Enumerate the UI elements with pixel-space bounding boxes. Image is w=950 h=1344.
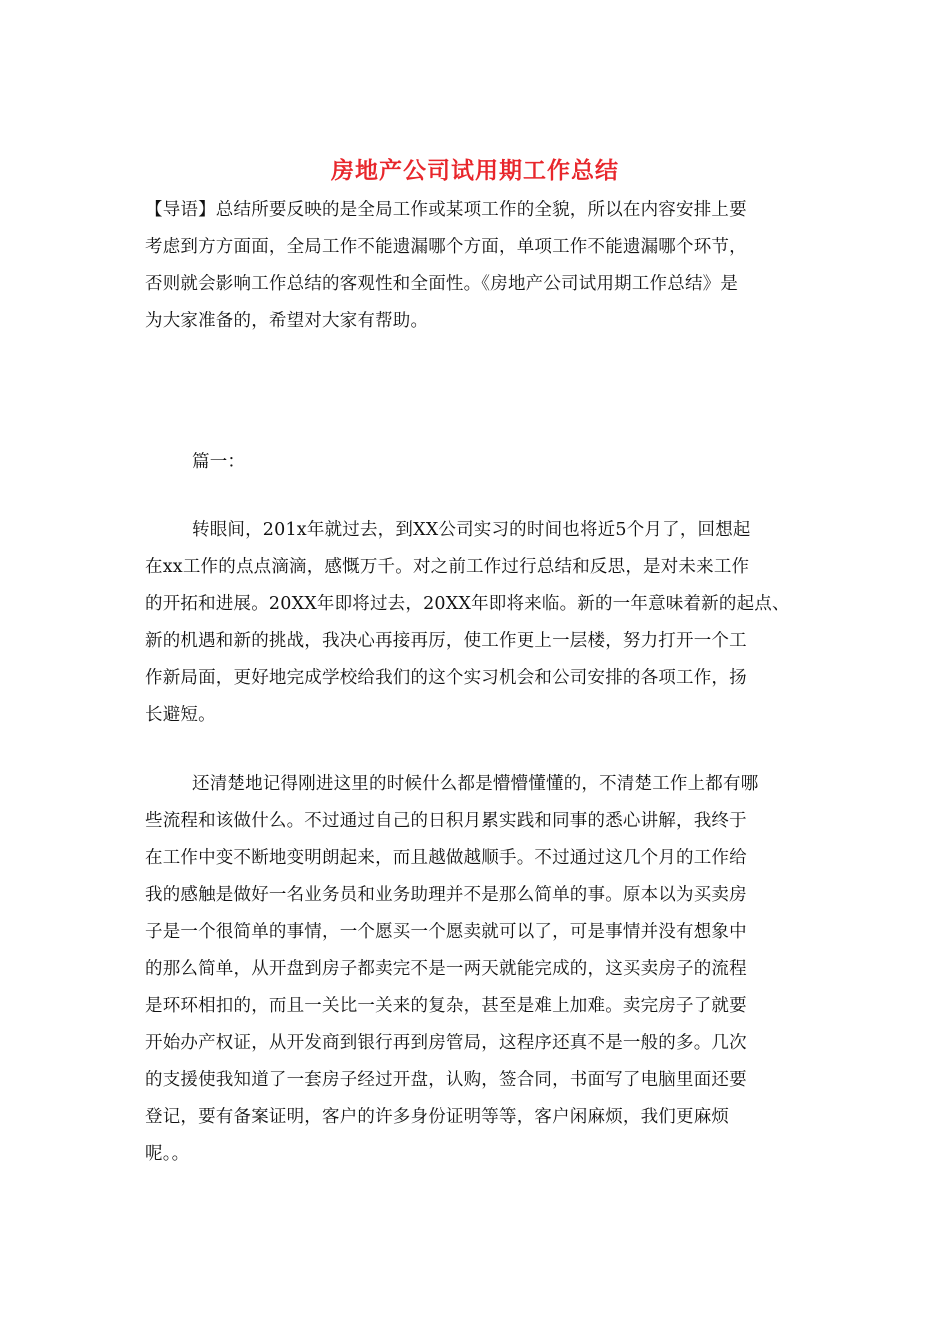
intro-line: 【导语】总结所要反映的是全局工作或某项工作的全貌，所以在内容安排上要 [145,200,747,220]
intro-line: 否则就会影响工作总结的客观性和全面性。《房地产公司试用期工作总结》是 [145,274,739,294]
paragraph-line: 我的感触是做好一名业务员和业务助理并不是那么简单的事。原本以为买卖房 [145,885,747,905]
paragraph-line: 在工作中变不断地变明朗起来，而且越做越顺手。不过通过这几个月的工作给 [145,848,747,868]
paragraph-line: 的那么简单，从开盘到房子都卖完不是一两天就能完成的，这买卖房子的流程 [145,959,747,979]
intro-line: 为大家准备的，希望对大家有帮助。 [145,311,429,331]
paragraph-line: 些流程和该做什么。不过通过自己的日积月累实践和同事的悉心讲解，我终于 [145,811,747,831]
intro-line: 考虑到方方面面，全局工作不能遗漏哪个方面，单项工作不能遗漏哪个环节， [145,237,747,257]
section-label: 篇一： [192,452,246,472]
document-title: 房地产公司试用期工作总结 [331,157,619,184]
paragraph-line: 是环环相扣的，而且一关比一关来的复杂，甚至是难上加难。卖完房子了就要 [145,996,747,1016]
paragraph-line: 的支援使我知道了一套房子经过开盘，认购，签合同，书面写了电脑里面还要 [145,1070,747,1090]
paragraph-line: 呢。。 [145,1144,190,1164]
paragraph-line: 还清楚地记得刚进这里的时候什么都是懵懵懂懂的，不清楚工作上都有哪 [192,774,759,794]
paragraph-line: 登记，要有备案证明，客户的许多身份证明等等，客户闲麻烦，我们更麻烦 [145,1107,730,1127]
paragraph-line: 子是一个很简单的事情，一个愿买一个愿卖就可以了，可是事情并没有想象中 [145,922,747,942]
paragraph-line: 的开拓和进展。20XX年即将过去，20XX年即将来临。新的一年意味着新的起点、 [145,594,790,614]
paragraph-line: 在xx工作的点点滴滴，感慨万千。对之前工作过行总结和反思，是对未来工作 [145,557,750,577]
paragraph-line: 转眼间，201x年就过去，到XX公司实习的时间也将近5个月了，回想起 [192,520,751,540]
paragraph-line: 开始办产权证，从开发商到银行再到房管局，这程序还真不是一般的多。几次 [145,1033,747,1053]
paragraph-line: 长避短。 [145,705,216,725]
paragraph-line: 作新局面，更好地完成学校给我们的这个实习机会和公司安排的各项工作，扬 [145,668,747,688]
paragraph-line: 新的机遇和新的挑战，我决心再接再厉，使工作更上一层楼，努力打开一个工 [145,631,747,651]
